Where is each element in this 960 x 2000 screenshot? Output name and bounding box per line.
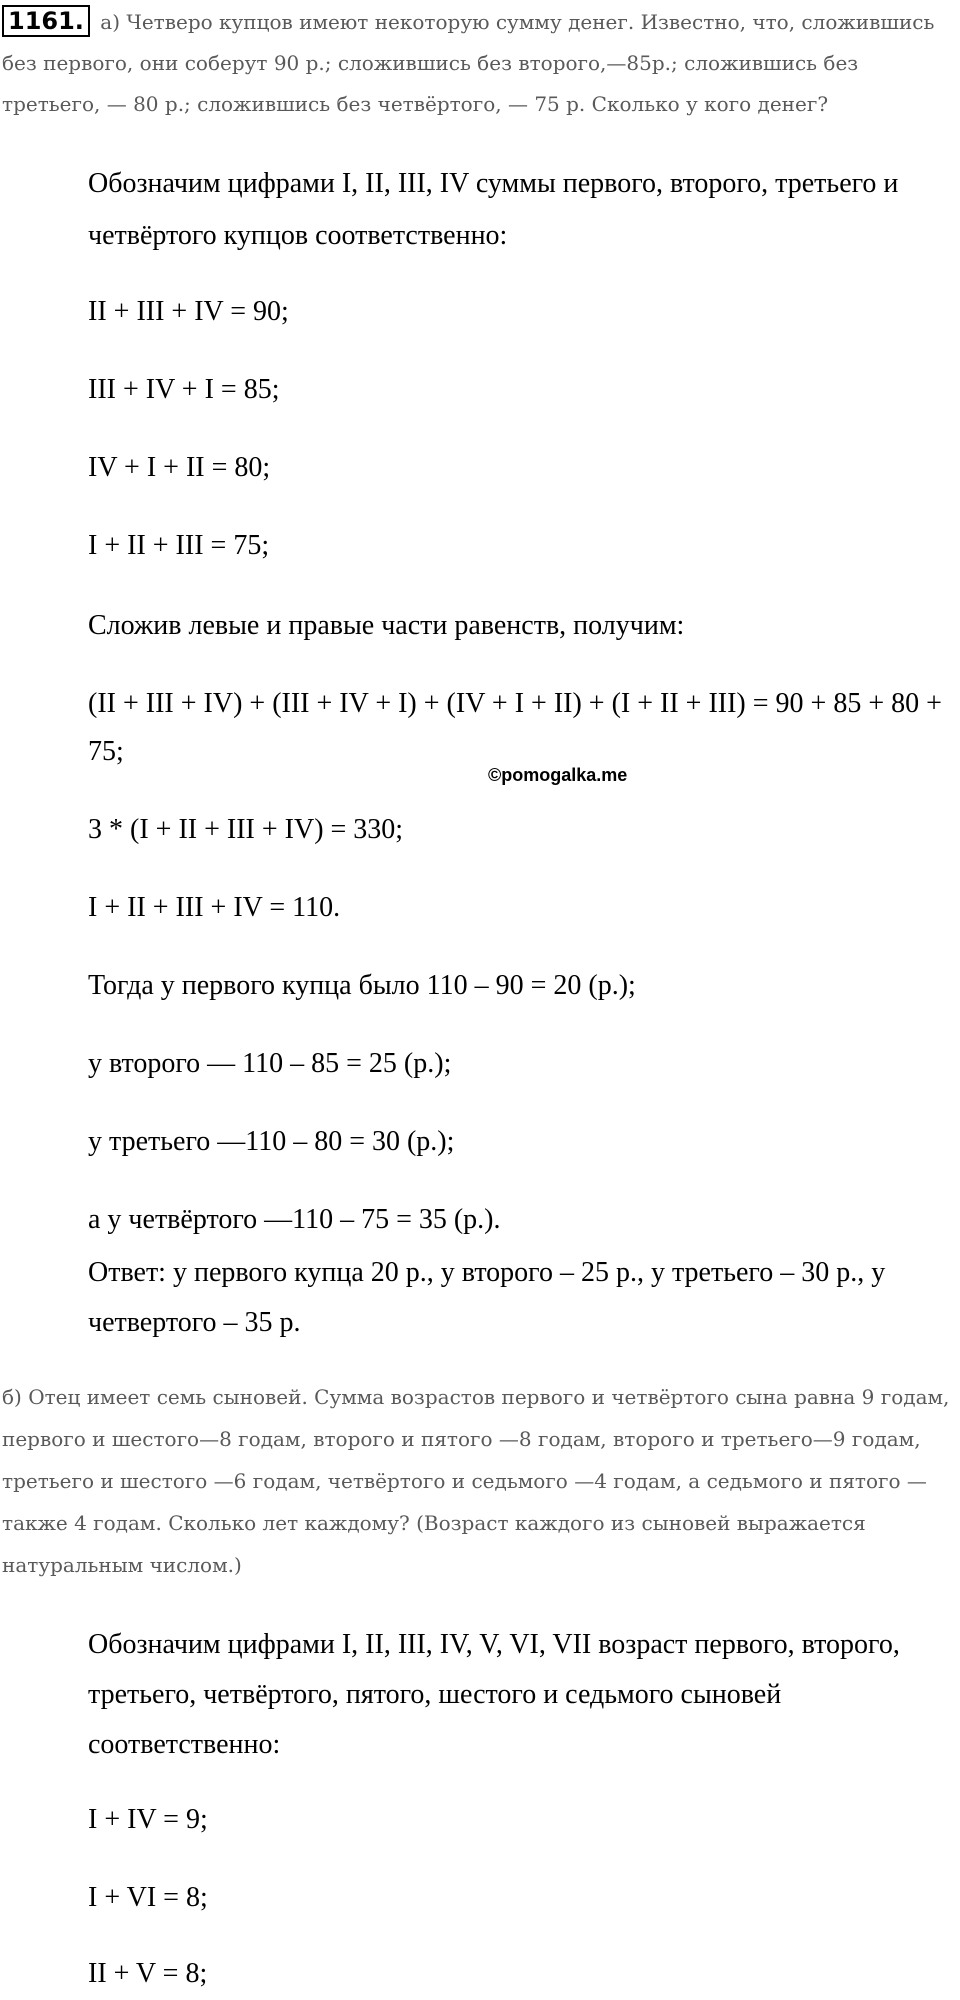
solution-b-intro: Обозначим цифрами I, II, III, IV, V, VI, VII возраст первого, второго, третьего, четвёртого, пятого, шестого и седьмого сыновей соответственно: [88, 1629, 900, 1760]
solution-a-sum-eq: (II + III + IV) + (III + IV + I) + (IV + I + II) + (I + II + III) = 90 + 85 + 80 + 75; [88, 688, 942, 767]
solution-a-triple: 3 * (I + II + III + IV) = 330; [88, 814, 404, 845]
solution-a-first: Тогда у первого купца было 110 – 90 = 20 (р.); [88, 970, 636, 1001]
problem-a-text: Четверо купцов имеют некоторую сумму денег. Известно, что, сложившись без первого, они соберут 90 р.; сложившись без второго,—85р.; сложившись без третьего, — 80 р.; сложившись без четвёртого, — 75 р. Сколько у кого денег? [2, 10, 935, 116]
solution-a-third: у третьего —110 – 80 = 30 (р.); [88, 1126, 455, 1157]
solution-a-eq1: II + III + IV = 90; [88, 296, 289, 327]
solution-a-sum-intro: Сложив левые и правые части равенств, получим: [88, 610, 685, 641]
solution-a-total: I + II + III + IV = 110. [88, 892, 341, 923]
problem-b-statement [2, 1376, 952, 1586]
watermark: ©pomogalka.me [488, 765, 628, 785]
solution-b-eq2: I + VI = 8; [88, 1882, 208, 1913]
solution-a-eq3: IV + I + II = 80; [88, 452, 271, 483]
solution-a-answer: Ответ: у первого купца 20 р., у второго – 25 р., у третьего – 30 р., у четвертого – 35 р. [88, 1257, 886, 1338]
solution-b-eq1: I + IV = 9; [88, 1804, 208, 1835]
solution-a-second: у второго — 110 – 85 = 25 (р.); [88, 1048, 452, 1079]
solution-b-eq3: II + V = 8; [88, 1958, 208, 1989]
problem-b-text: Отец имеет семь сыновей. Сумма возрастов первого и четвёртого сына равна 9 годам, первого и шестого—8 годам, второго и пятого —8 годам, второго и третьего—9 годам, третьего и шестого —6 годам, четвёртого и седьмого —4 годам, а седьмого и пятого — также 4 годам. Сколько лет каждому? (Возраст каждого из сыновей выражается натуральным числом.) [2, 1385, 950, 1577]
solution-a-intro: Обозначим цифрами I, II, III, IV суммы первого, второго, третьего и четвёртого купцов соответственно: [88, 168, 899, 251]
solution-a-eq4: I + II + III = 75; [88, 530, 270, 561]
solution-a-fourth: а у четвёртого —110 – 75 = 35 (р.). [88, 1204, 501, 1235]
problem-number: 1161. [2, 5, 90, 37]
problem-a-statement [2, 2, 954, 125]
solution-a-eq2: III + IV + I = 85; [88, 374, 280, 405]
problem-a-label: а) [100, 10, 121, 34]
problem-b-label: б) [2, 1385, 22, 1409]
